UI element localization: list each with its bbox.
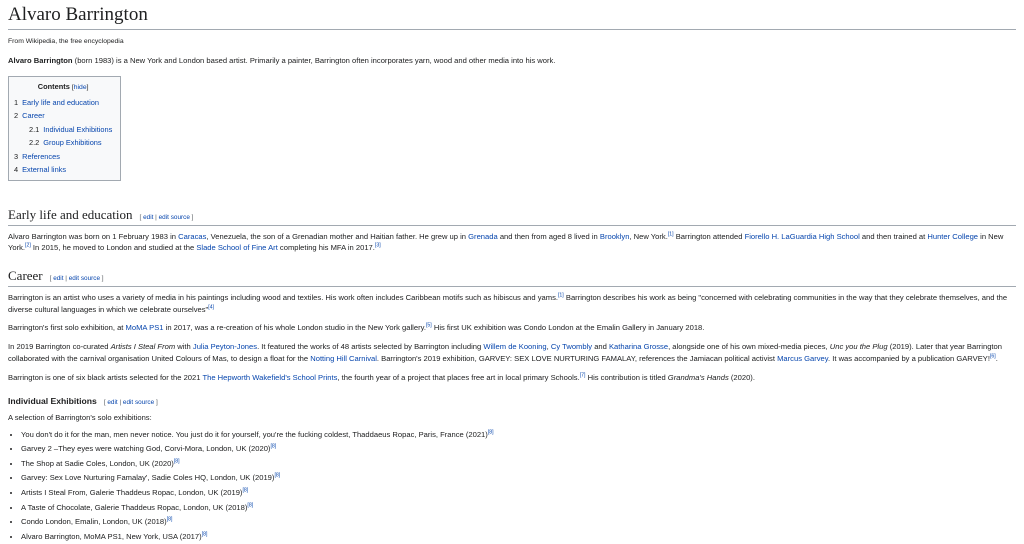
italic-title: Grandma's Hands [667,372,729,382]
list-item [21,486,1016,501]
exhibition-text: The Shop at Sadie Coles, London, UK (2020) [21,458,174,468]
section-title: Early life and education [8,206,133,222]
toc-number: 1 [14,97,19,107]
toc-link[interactable]: External links [22,165,67,175]
intro-subject: Alvaro Barrington [8,56,73,66]
list-item [21,442,1016,457]
reference-link[interactable]: [8] [270,443,277,450]
toc-list [14,96,112,177]
reference-link[interactable]: [8] [173,458,180,465]
toc-title-row [14,81,112,94]
text-run: and then trained at [859,231,928,241]
toc-number: 2.2 [29,138,40,148]
toc-item[interactable] [14,163,112,177]
toc-link[interactable]: References [22,151,60,161]
text-run: (2020). [728,372,755,382]
tagline: From Wikipedia, the free encyclopedia [8,37,124,45]
wiki-link[interactable]: The Hepworth Wakefield's School Prints [202,372,338,382]
text-run: , the fourth year of a project that places free art in local primary Schools. [337,372,580,382]
exhibitions-intro: A selection of Barrington's solo exhibitions: [8,412,152,422]
text-run: , alongside one of his own mixed-media pieces, [668,342,830,352]
reference-link[interactable]: [8] [487,429,494,436]
text-run: Barrington describes his work as being "concerned with celebrating communities in the way that they celebrate themselves, and the diverse cultural languages in which we celebrate ourselves" [8,292,1008,314]
reference-link[interactable]: [5] [425,322,432,329]
text-run: with [175,342,193,352]
edit-link[interactable]: edit [107,398,118,406]
exhibitions-list [8,428,1016,544]
reference-link[interactable]: [8] [166,516,173,523]
toc-link[interactable]: Group Exhibitions [43,138,102,148]
text-run: , Venezuela, the son of a Grenadian mother and Haitian father. He grew up in [206,231,469,241]
italic-title: Unc you the Plug [829,342,888,352]
toc-toggle: [hide] [71,84,89,92]
toc-number: 3 [14,151,19,161]
edit-separator: | [153,213,159,221]
section-heading-individual-exhibitions [8,396,1016,407]
section-title: Individual Exhibitions [8,395,97,406]
career-paragraph-2 [8,322,1016,334]
text-run: . Barrington's 2019 exhibition, GARVEY: SEX LOVE NURTURING FAMALAY, references the Jamiacan political activist [376,354,778,363]
edit-source-link[interactable]: edit source [122,398,155,406]
career-paragraph-1 [8,292,1016,316]
text-run: completing his MFA in 2017. [277,243,375,253]
reference-link[interactable]: [8] [247,502,254,509]
text-run: Barrington is one of six black artists selected for the 2021 [8,372,203,382]
exhibition-text: Artists I Steal From, Galerie Thaddeus Ropac, London, UK (2019) [21,488,243,497]
edit-link[interactable]: edit [53,275,64,283]
edit-section: [ edit | edit source ] [103,398,158,406]
career-paragraph-4 [8,372,1016,384]
list-item [21,457,1016,472]
reference-link[interactable]: [1] [557,292,564,299]
wiki-link[interactable]: Grenada [468,231,498,241]
page-title: Alvaro Barrington [8,4,1016,30]
toc-item[interactable] [14,96,112,110]
text-run: In 2019 Barrington co-curated [8,342,111,352]
toc-item[interactable] [14,109,112,123]
edit-section: [ edit | edit source ] [49,275,104,283]
toc-number: 4 [14,165,19,175]
text-run: in New York. [8,231,1004,253]
italic-title: Artists I Steal From [110,342,176,352]
list-item [21,471,1016,486]
toc-item[interactable] [14,123,112,137]
edit-section: [ edit | edit source ] [139,213,194,221]
wiki-link[interactable]: Marcus Garvey [777,354,829,363]
text-run: in 2017, was a re-creation of his whole London studio in the New York gallery. [163,323,426,333]
exhibition-text: Garvey 2 –They eyes were watching God, Corvi-Mora, London, UK (2020) [21,444,271,454]
reference-link[interactable]: [8] [201,531,208,538]
text-run: , New York. [629,231,668,241]
list-item [21,501,1016,516]
reference-link[interactable]: [3] [374,242,381,249]
wiki-link[interactable]: Notting Hill Carnival [310,354,377,363]
reference-link[interactable]: [8] [242,487,249,494]
exhibition-text: You don't do it for the man, men never notice. You just do it for yourself, you're the fucking coldest, Thaddaeus Ropac, Paris, France (2021) [21,429,488,439]
toc-link[interactable]: Early life and education [22,97,99,107]
early-life-paragraph [8,231,1016,255]
exhibition-text: A Taste of Chocolate, Galerie Thaddeus Ropac, London, UK (2018) [21,502,248,512]
toc-title: Contents [37,82,70,92]
wiki-link[interactable]: Slade School of Fine Art [196,243,278,253]
wiki-link[interactable]: Brooklyn [599,231,630,241]
text-run: Barrington's first solo exhibition, at [8,323,126,333]
wiki-link[interactable]: Hunter College [927,231,979,241]
edit-separator: | [63,275,69,283]
exhibition-text: Alvaro Barrington, MoMA PS1, New York, USA (2017) [21,531,202,541]
edit-source-link[interactable]: edit source [158,213,190,221]
wiki-link[interactable]: Caracas [178,231,207,241]
career-paragraph-3 [8,341,1016,365]
text-run: . It featured the works of 48 artists selected by Barrington including [257,342,484,352]
list-item [21,515,1016,530]
toc-link[interactable]: Individual Exhibitions [43,124,113,134]
edit-link[interactable]: edit [143,213,154,221]
intro-text: (born 1983) is a New York and London based artist. Primarily a painter, Barrington often incorporates yarn, wood and other media into his work. [72,56,556,66]
wiki-link[interactable]: MoMA PS1 [125,323,164,333]
toc-number: 2 [14,111,19,121]
text-run: His first UK exhibition was Condo London at the Emalin Gallery in January 2018. [431,323,705,333]
reference-link[interactable]: [7] [579,372,586,379]
text-run: . It was accompanied by a publication GARVEY! [828,354,990,363]
text-run: In 2015, he moved to London and studied at the [30,243,197,253]
edit-source-link[interactable]: edit source [68,275,100,283]
text-run: . [995,354,998,363]
text-run: His contribution is titled [585,372,668,382]
toc-hide-link[interactable]: hide [73,84,87,92]
exhibition-text: Garvey: Sex Love Nurturing Famalay', Sadie Coles HQ, London, UK (2019) [21,473,275,483]
toc-item[interactable] [14,136,112,150]
reference-link[interactable]: [2] [25,242,31,249]
reference-link[interactable]: [8] [274,472,281,479]
text-run: (2019). Later that year Barrington collaborated with the carnival organisation United Colours of Mas, to design a float for the [8,342,1002,363]
exhibition-text: Condo London, Emalin, London, UK (2018) [21,517,167,527]
wiki-link[interactable]: Willem de Kooning [483,342,547,352]
wiki-link[interactable]: Julia Peyton-Jones [192,342,258,352]
reference-link[interactable]: [4] [208,304,215,311]
text-run: Barrington attended [673,231,745,241]
reference-link[interactable]: [6] [989,353,996,360]
reference-link[interactable]: [1] [667,230,674,237]
toc-item[interactable] [14,150,112,164]
text-run: Alvaro Barrington was born on 1 February 1983 in [8,231,179,241]
text-run: , [546,342,551,352]
table-of-contents [8,76,121,181]
text-run: Barrington is an artist who uses a variety of media in his paintings including wood and textiles. His work often includes Caribbean motifs such as hibiscus and yams. [8,292,558,302]
text-run: and [592,342,609,352]
text-run: and then from aged 8 lived in [497,231,600,241]
edit-separator: | [117,398,123,406]
section-heading-early-life [8,207,1016,226]
section-heading-career [8,268,1016,287]
section-title: Career [8,268,43,284]
toc-link[interactable]: Career [22,111,45,121]
toc-number: 2.1 [29,124,40,134]
list-item [21,428,1016,443]
intro-paragraph [8,55,1016,67]
wiki-link[interactable]: Fiorello H. LaGuardia High School [744,231,860,241]
wiki-link[interactable]: Cy Twombly [550,342,593,352]
wiki-link[interactable]: Katharina Grosse [608,342,669,352]
